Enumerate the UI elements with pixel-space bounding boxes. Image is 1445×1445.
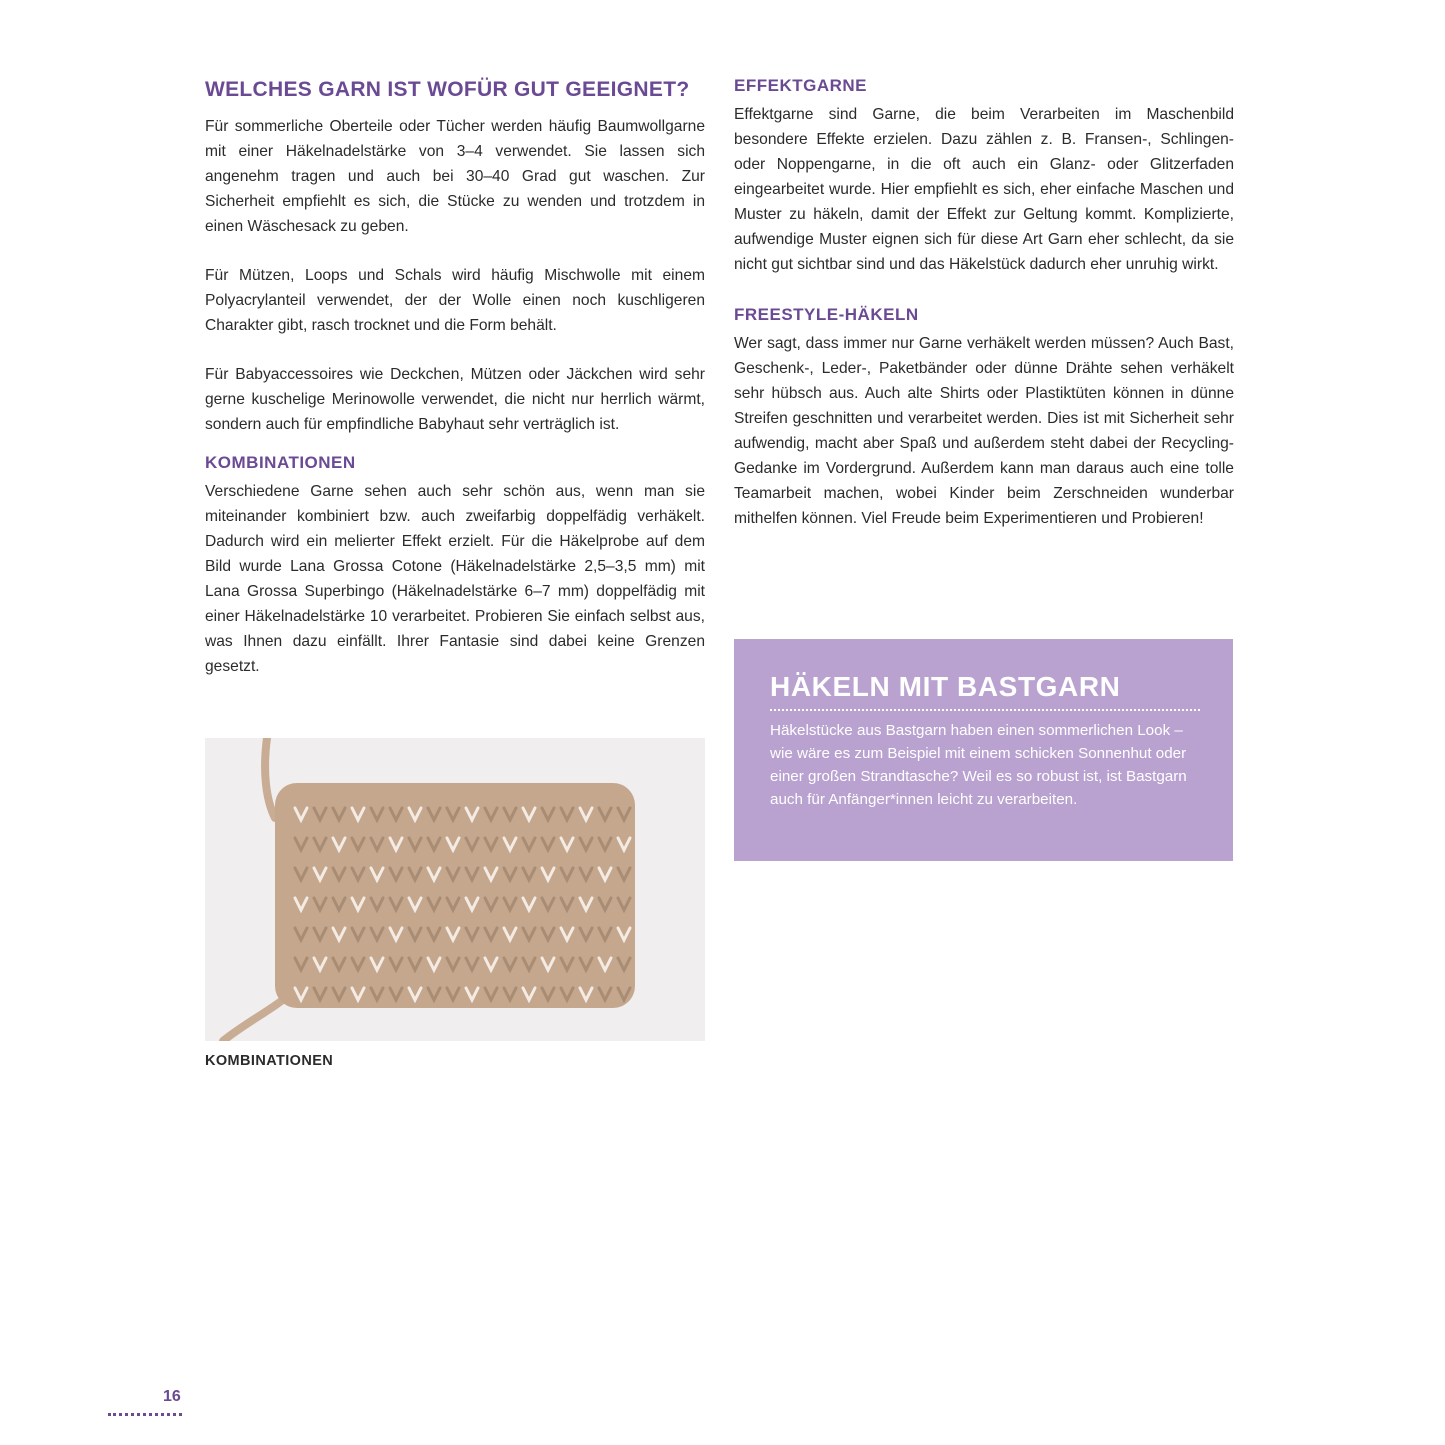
tip-title: HÄKELN MIT BASTGARN — [770, 671, 1121, 702]
photo-caption: KOMBINATIONEN — [205, 1053, 334, 1069]
paragraph-mischwolle: Für Mützen, Loops und Schals wird häufig Mischwolle mit einem Polyacrylanteil verwendet, der der Wolle einen noch kuschligeren Charakter gibt, rasch trocknet und die Form behält. — [205, 267, 705, 334]
crochet-sample-illustration — [205, 738, 705, 1041]
section-heading-effektgarne: EFFEKTGARNE — [734, 76, 867, 95]
tip-text: Häkelstücke aus Bastgarn haben einen sommerlichen Look – wie wäre es zum Beispiel mit einem schicken Sonnenhut oder einer großen Strandtasche? Weil es so robust ist, ist Bastgarn auch für Anfänger*innen leicht zu verarbeiten. — [770, 722, 1187, 808]
paragraph-freestyle: Wer sagt, dass immer nur Garne verhäkelt werden müssen? Auch Bast, Geschenk-, Leder-, Paketbänder oder dünne Drähte sehen verhäkelt sehr hübsch aus. Auch alte Shirts oder Plastiktüten können in dünne Streifen geschnitten und verarbeitet werden. Dies ist mit Sicherheit sehr aufwendig, macht aber Spaß und außerdem steht dabei der Recycling-Gedanke im Vordergrund. Außerdem kann man daraus auch eine tolle Teamarbeit machen, wobei Kinder beim Zerschneiden wunderbar mithelfen können. Viel Freude beim Experimentieren und Probieren! — [734, 335, 1234, 527]
crochet-sample-photo — [205, 738, 705, 1041]
tip-divider — [770, 709, 1200, 711]
section-heading-freestyle: FREESTYLE-HÄKELN — [734, 305, 919, 324]
paragraph-baumwolle: Für sommerliche Oberteile oder Tücher werden häufig Baumwollgarne mit einer Häkelnadelstärke von 3–4 verwendet. Sie lassen sich angenehm tragen und auch bei 30–40 Grad gut waschen. Zur Sicherheit empfiehlt es sich, die Stücke zu wenden und trotzdem in einen Wäschesack zu geben. — [205, 118, 705, 235]
tip-box — [734, 639, 1233, 861]
section-heading-kombinationen: KOMBINATIONEN — [205, 453, 356, 472]
left-column — [205, 72, 705, 703]
paragraph-effektgarne: Effektgarne sind Garne, die beim Verarbeiten im Maschenbild besondere Effekte erzielen. Dazu zählen z. B. Fransen-, Schlingen- oder Noppengarne, in die oft auch ein Glanz- oder Glitzerfaden eingearbeitet wurde. Hier empfiehlt es sich, eher einfache Maschen und Muster zu häkeln, damit der Effekt zur Geltung kommt. Komplizierte, aufwendige Muster eignen sich für diese Art Garn eher schlecht, da sie nicht gut sichtbar sind und das Häkelstück dadurch eher unruhig wirkt. — [734, 106, 1234, 273]
paragraph-kombinationen: Verschiedene Garne sehen auch sehr schön aus, wenn man sie miteinander kombiniert bzw. auch zweifarbig doppelfädig verhäkelt. Dadurch wird ein melierter Effekt erzielt. Für die Häkelprobe auf dem Bild wurde Lana Grossa Cotone (Häkelnadelstärke 2,5–3,5 mm) mit Lana Grossa Superbingo (Häkelnadelstärke 6–7 mm) doppelfädig mit einer Häkelnadelstärke 10 verarbeitet. Probieren Sie einfach selbst aus, was Ihnen dazu einfällt. Ihrer Fantasie sind dabei keine Grenzen gesetzt. — [205, 483, 705, 675]
page-number-divider — [108, 1413, 182, 1416]
page-number: 16 — [163, 1388, 181, 1405]
paragraph-merinowolle: Für Babyaccessoires wie Deckchen, Mützen oder Jäckchen wird sehr gerne kuschelige Merinowolle verwendet, die nicht nur herrlich wärmt, sondern auch für empfindliche Babyhaut sehr verträglich ist. — [205, 366, 705, 433]
section-heading-garn: WELCHES GARN IST WOFÜR GUT GEEIGNET? — [205, 78, 690, 101]
right-column — [734, 72, 1234, 555]
